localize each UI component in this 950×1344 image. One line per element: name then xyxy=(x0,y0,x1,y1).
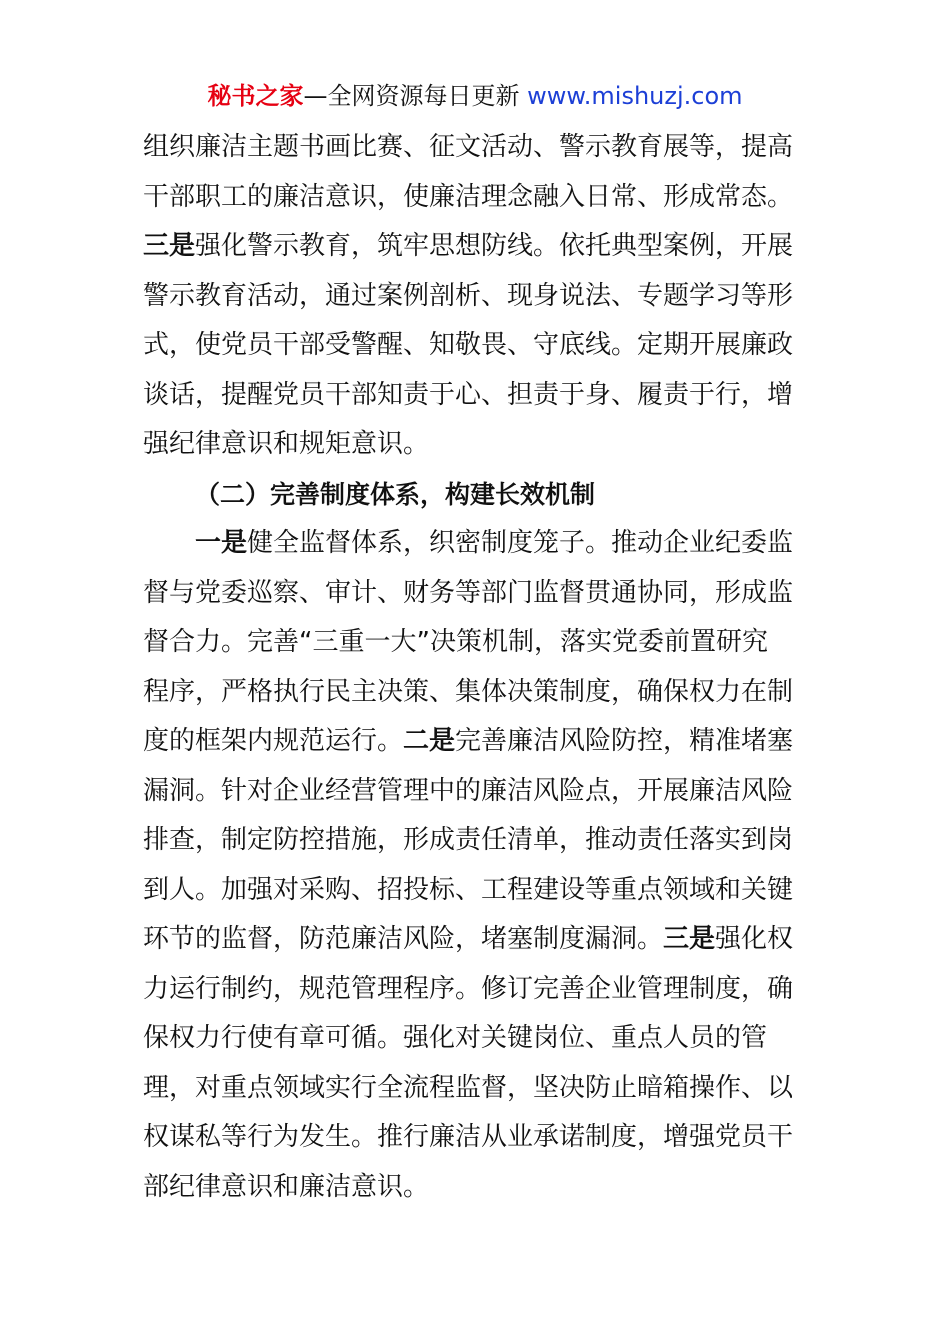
text-line: 理，对重点领域实行全流程监督，坚决防止暗箱操作、以 xyxy=(143,1072,794,1103)
text-line: 部纪律意识和廉洁意识。 xyxy=(143,1171,430,1202)
text-line: 到人。加强对采购、招投标、工程建设等重点领域和关键 xyxy=(143,874,794,905)
text-line: 警示教育活动，通过案例剖析、现身说法、专题学习等形 xyxy=(143,280,794,311)
point-marker: 三是 xyxy=(143,231,196,261)
text-line: 环节的监督，防范廉洁风险，堵塞制度漏洞。三是强化权 xyxy=(143,924,794,954)
text-line: 谈话，提醒党员干部知责于心、担责于身、履责于行，增 xyxy=(143,379,794,410)
brand-tagline: —全网资源每日更新 xyxy=(303,82,520,110)
text-line: 三是强化警示教育，筑牢思想防线。依托典型案例，开展 xyxy=(143,231,794,261)
text-line: 保权力行使有章可循。强化对关键岗位、重点人员的管 xyxy=(143,1023,768,1053)
text-line: 程序，严格执行民主决策、集体决策制度，确保权力在制 xyxy=(143,676,794,707)
text-line: 排查，制定防控措施，形成责任清单，推动责任落实到岗 xyxy=(143,825,794,855)
text-line: 督与党委巡察、审计、财务等部门监督贯通协同，形成监 xyxy=(143,577,794,608)
point-marker: 一是 xyxy=(195,528,248,558)
text-line: 力运行制约，规范管理程序。修订完善企业管理制度，确 xyxy=(143,973,794,1004)
text-line: 干部职工的廉洁意识，使廉洁理念融入日常、形成常态。 xyxy=(143,181,794,212)
point-marker: 二是 xyxy=(403,726,456,756)
site-url: www.mishuzj.com xyxy=(519,82,743,110)
text-line: 度的框架内规范运行。二是完善廉洁风险防控，精准堵塞 xyxy=(143,726,794,756)
text-line: 式，使党员干部受警醒、知敬畏、守底线。定期开展廉政 xyxy=(143,330,794,360)
text-line: 组织廉洁主题书画比赛、征文活动、警示教育展等，提高 xyxy=(143,132,794,162)
watermark-header xyxy=(0,80,950,112)
point-marker: 三是 xyxy=(663,924,716,954)
text-line: 强纪律意识和规矩意识。 xyxy=(143,429,430,459)
section-heading: （二）完善制度体系，构建长效机制 xyxy=(195,479,596,509)
text-line: 漏洞。针对企业经营管理中的廉洁风险点，开展廉洁风险 xyxy=(143,775,794,806)
text-line: 一是健全监督体系，织密制度笼子。推动企业纪委监 xyxy=(195,528,794,558)
text-line: 权谋私等行为发生。推行廉洁从业承诺制度，增强党员干 xyxy=(143,1122,794,1152)
brand-name: 秘书之家 xyxy=(207,82,304,110)
text-line: 督合力。完善“三重一大”决策机制，落实党委前置研究 xyxy=(143,627,768,657)
document-body xyxy=(143,123,813,1212)
